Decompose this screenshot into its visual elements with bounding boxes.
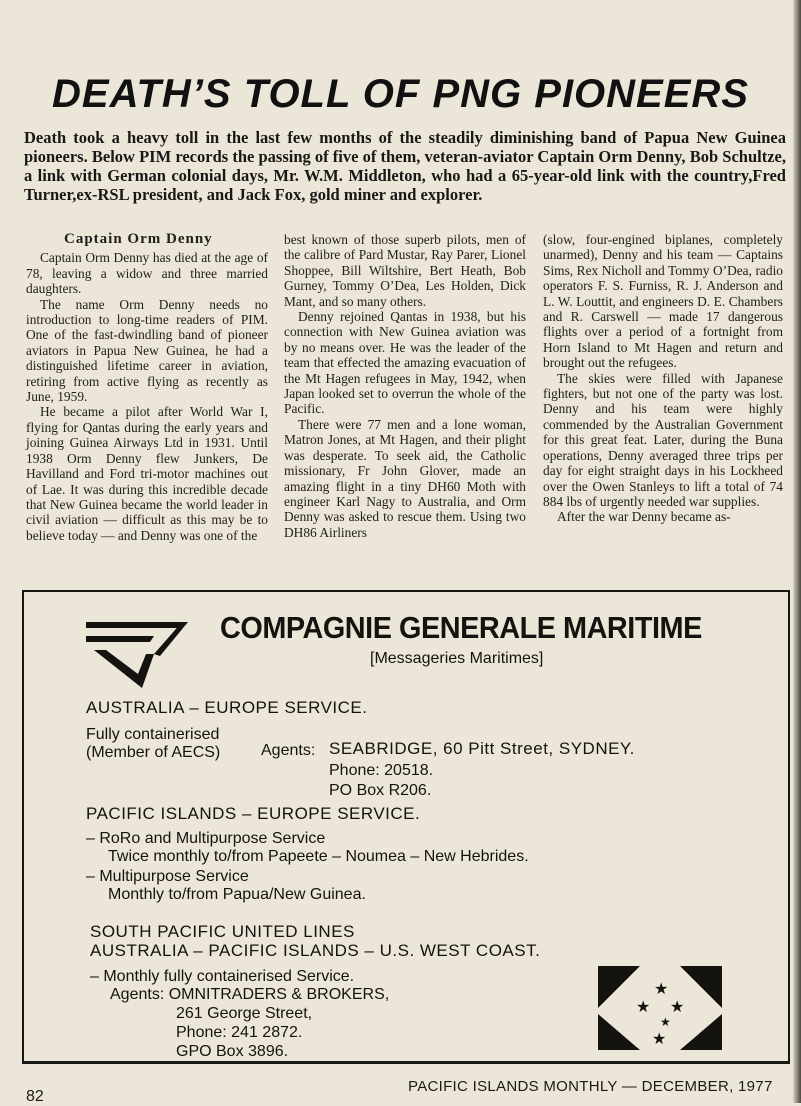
service-item: Monthly to/from Papua/New Guinea. <box>108 886 366 903</box>
advertisement <box>22 590 790 1064</box>
article-paragraph: (slow, four-engined biplanes, completely unarmed), Denny and his team — Captains Sims, Rex Nicholl and Tommy O’Dea, radio operators F. S. Furniss, R. J. Anderson and L. W. Louttit, and engineers D. E. Chambers and R. Carswell — made 17 dangerous flights over a period of a fortnight from Horn Island to Mt Hagen and return and brought out the refugees. <box>543 232 783 371</box>
service-heading: AUSTRALIA – EUROPE SERVICE. <box>86 698 368 717</box>
cgm-logo-icon <box>84 614 194 692</box>
agent-phone: Phone: 20518. <box>329 762 434 779</box>
service-item: – Multipurpose Service <box>86 868 249 885</box>
company-name: COMPAGNIE GENERALE MARITIME <box>220 610 702 645</box>
article-paragraph: best known of those superb pilots, men of the calibre of Pard Mustar, Ray Parer, Lionel Shoppee, Bill Wiltshire, Bert Heath, Bob Gurney, Tommy O’Dea, Les Holden, Dick Mant, and so many others. <box>284 232 526 309</box>
headline: DEATH’S TOLL OF PNG PIONEERS <box>52 72 749 116</box>
svg-text:★: ★ <box>654 979 669 998</box>
publication-footer: PACIFIC ISLANDS MONTHLY — DECEMBER, 1977 <box>408 1078 773 1095</box>
article-paragraph: The name Orm Denny needs no introduction to long-time readers of PIM. One of the fast-dwindling band of pioneer aviators in Papua New Guinea, he had a distinguished lifetime career in aviation, retiring from active flying as recently as June, 1959. <box>26 296 268 405</box>
service-item: – Monthly fully containerised Service. <box>90 968 355 985</box>
agent-pobox: PO Box R206. <box>329 782 432 799</box>
section-heading: Captain Orm Denny <box>64 231 213 247</box>
article-paragraph: After the war Denny became as- <box>557 509 731 525</box>
spul-stars-logo-icon <box>596 964 726 1052</box>
article-column-3 <box>543 232 783 525</box>
agent-phone: Phone: 241 2872. <box>176 1024 303 1041</box>
service-note: (Member of AECS) <box>86 744 221 761</box>
svg-text:★: ★ <box>636 997 651 1016</box>
svg-text:★: ★ <box>670 997 685 1016</box>
svg-text:★: ★ <box>652 1029 667 1048</box>
article-column-2 <box>284 232 526 540</box>
route: AUSTRALIA – PACIFIC ISLANDS – U.S. WEST COAST. <box>90 941 541 960</box>
article-paragraph: Captain Orm Denny has died at the age of 78, leaving a widow and three married daughters. <box>26 250 268 297</box>
article-paragraph: He became a pilot after World War I, flying for Qantas during the early years and joining Guinea Airways Ltd in 1931. Until 1938 Orm Denny flew Junkers, De Havilland and Ford tri-motor machines out of Lae. It was during this incredible decade that New Guinea became the world leader in civil aviation — difficult as this may be to believe today — and Denny was one of the <box>26 404 268 543</box>
agent-address: SEABRIDGE, 60 Pitt Street, SYDNEY. <box>329 739 635 758</box>
article-paragraph: The skies were filled with Japanese fighters, but not one of the party was lost. Denny and his team were highly commended by the Australian Government for this great feat. Later, during the Buna operations, Denny averaged three trips per day for eight straight days in his Lockheed over the Owen Stanleys to lift a total of 74 884 lbs of urgently needed war supplies. <box>543 370 783 509</box>
company-subtitle: [Messageries Maritimes] <box>370 650 544 667</box>
agent-name: Agents: OMNITRADERS & BROKERS, <box>110 986 390 1003</box>
article-paragraph: There were 77 men and a lone woman, Matron Jones, at Mt Hagen, and their plight was desperate. To seek aid, the Catholic missionary, Fr John Glover, made an amazing flight in a tiny DH60 Moth with engineer Karl Nagy to Australia, and Orm Denny was asked to rescue them. Using two DH86 Airliners <box>284 416 526 540</box>
line-name: SOUTH PACIFIC UNITED LINES <box>90 922 355 941</box>
agent-address: 261 George Street, <box>176 1005 313 1022</box>
service-note: Fully containerised <box>86 726 220 743</box>
article-column-1 <box>26 232 268 543</box>
agents-label: Agents: <box>261 742 316 759</box>
service-heading: PACIFIC ISLANDS – EUROPE SERVICE. <box>86 804 421 823</box>
page-edge-shadow <box>793 0 801 1103</box>
service-item: Twice monthly to/from Papeete – Noumea – New Hebrides. <box>108 848 529 865</box>
service-item: – RoRo and Multipurpose Service <box>86 830 326 847</box>
svg-text:★: ★ <box>660 1015 671 1029</box>
article-paragraph: Denny rejoined Qantas in 1938, but his connection with New Guinea aviation was by no means over. He was the leader of the team that effected the amazing evacuation of the Mt Hagen refugees in May, 1942, when Japan looked set to overrun the whole of the Pacific. <box>284 309 526 417</box>
agent-pobox: GPO Box 3896. <box>176 1043 289 1060</box>
intro-paragraph: Death took a heavy toll in the last few months of the steadily diminishing band of Papua New Guinea pioneers. Below PIM records the passing of five of them, veteran-aviator Captain Orm Denny, Bob Schultze, a link with German colonial days, Mr. W.M. Middleton, who had a 65-year-old link with the country,Fred Turner,ex-RSL president, and Jack Fox, gold miner and explorer. <box>24 128 786 204</box>
page-number: 82 <box>26 1088 44 1105</box>
